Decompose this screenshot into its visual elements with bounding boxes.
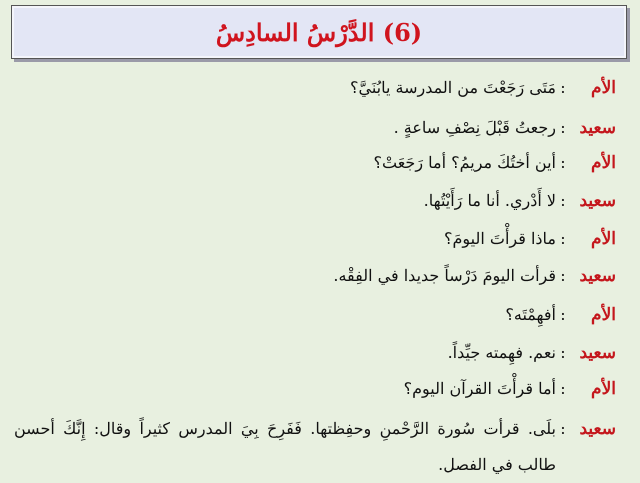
dialogue-line-4 xyxy=(14,189,616,213)
dialogue-text: أفهِمْتَه؟ xyxy=(505,305,556,324)
speaker-name: الأم xyxy=(591,305,616,325)
separator: : xyxy=(560,229,566,248)
dialogue-line-8 xyxy=(14,341,616,365)
dialogue-line-7 xyxy=(14,303,616,327)
dialogue-line-9 xyxy=(14,377,616,401)
speaker-name: الأم xyxy=(591,153,616,173)
separator: : xyxy=(560,191,566,210)
dialogue-line-6 xyxy=(14,264,616,288)
speaker-name: الأم xyxy=(591,379,616,399)
separator: : xyxy=(560,343,566,362)
separator: : xyxy=(560,266,566,285)
speaker-name: سعيد xyxy=(579,266,616,286)
separator: : xyxy=(560,78,566,97)
separator: : xyxy=(560,305,566,324)
speaker-name: الأم xyxy=(591,78,616,98)
speaker-name: سعيد xyxy=(579,419,616,439)
speaker-name: الأم xyxy=(591,229,616,249)
separator: : xyxy=(560,118,566,137)
lesson-title-box xyxy=(11,5,627,59)
dialogue-text: مَتَى رَجَعْتَ من المدرسة يابُنَيَّ؟ xyxy=(350,78,556,97)
speaker-name: سعيد xyxy=(579,191,616,211)
dialogue-text: أين أختُكَ مريمُ؟ أما رَجَعَتْ؟ xyxy=(373,153,556,172)
separator: : xyxy=(560,153,566,172)
speaker-name: سعيد xyxy=(579,118,616,138)
separator: : xyxy=(560,419,566,438)
dialogue-text: نعم. فهِمته جيِّداً. xyxy=(447,343,556,362)
lesson-title: (6) الدَّرْسُ السادِسُ xyxy=(215,17,423,47)
dialogue-text: ماذا قرأْتَ اليومَ؟ xyxy=(444,229,556,248)
dialogue-text: بلَى. قرأت سُورة الرَّحْمنِ وحفِظتها. فَفَرِحَ بِيَ المدرس كثيراً وقال: إِنَّكَ أحسن طالب في الفصل. xyxy=(14,419,556,474)
dialogue-line-10 xyxy=(14,411,616,483)
dialogue-line-3 xyxy=(14,151,616,175)
dialogue-text: رجعتُ قَبْلَ نِصْفِ ساعةٍ . xyxy=(393,118,556,137)
speaker-name: سعيد xyxy=(579,343,616,363)
dialogue-line-1 xyxy=(14,76,616,100)
separator: : xyxy=(560,379,566,398)
dialogue-line-5 xyxy=(14,227,616,251)
dialogue-text: قرأت اليومَ دَرْساً جديدا في الفِقْه. xyxy=(333,266,556,285)
dialogue-line-2 xyxy=(14,116,616,140)
dialogue-text: أما قرأْتَ القرآن اليوم؟ xyxy=(403,379,556,398)
dialogue-text: لا أَدْري. أنا ما رَأَيْتُها. xyxy=(423,191,556,210)
